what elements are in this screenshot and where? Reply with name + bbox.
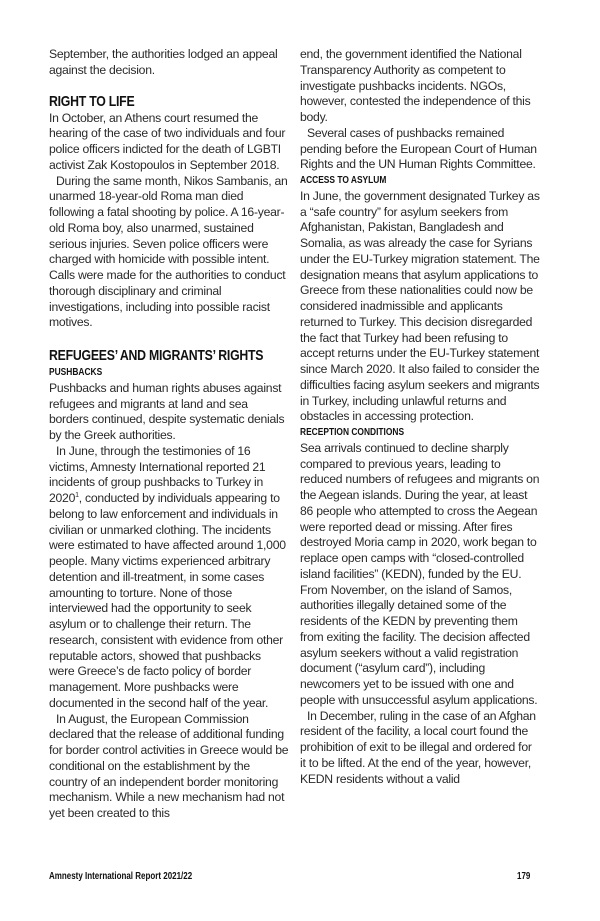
paragraph-pushbacks-1: Pushbacks and human rights abuses against refugees and migrants at land and sea borders continued, despite systematic denials by the Greek authorities. [49, 380, 285, 442]
paragraph-reception-1: Sea arrivals continued to decline sharply compared to previous years, leading to reduced numbers of refugees and migrants on the Aegean islands. During the year, at least 86 people who attempted to cross the Aegean were reported dead or missing. After fires destroyed Moria camp in 2020, work began to replace open camps with “closed-controlled island facilities” (KEDN), funded by the EU. From November, on the island of Samos, authorities illegally detained some of the residents of the KEDN by preventing them from exiting the facility. The decision affected asylum seekers without a valid registration document (“asylum card”), including newcomers yet to be issued with one and people with unsuccessful asylum applications. [300, 440, 540, 707]
paragraph-pushbacks-2 [49, 444, 289, 712]
subheading-pushbacks: PUSHBACKS [49, 366, 103, 378]
paragraph-continuation: end, the government identified the National Transparency Authority as competent to investigate pushbacks incidents. NGOs, however, contested the independence of this body. [300, 47, 531, 124]
paragraph-pushbacks-2-part-a: In June, through the testimonies of 16 victims, Amnesty International reported 21 incidents of group pushbacks to Turkey in 2020 [49, 443, 266, 505]
left-column [49, 47, 289, 822]
paragraph-access-to-asylum: In June, the government designated Turkey as a “safe country” for asylum seekers from Afghanistan, Pakistan, Bangladesh and Somalia, as was already the case for Syrians under the EU-Turkey migration statement. The designation means that asylum applications to Greece from these nationalities could now be considered inadmissible and applicants returned to Turkey. This decision disregarded the fact that Turkey had been refusing to accept returns under the EU-Turkey statement since March 2020. It also failed to consider the difficulties facing asylum seekers and migrants in Turkey, including unlawful returns and obstacles in accessing protection. [300, 188, 540, 424]
heading-right-to-life: RIGHT TO LIFE [49, 92, 135, 110]
right-column [300, 47, 540, 787]
paragraph-intro: September, the authorities lodged an appeal against the decision. [49, 47, 278, 77]
subheading-reception-conditions: RECEPTION CONDITIONS [300, 426, 405, 438]
footer-publication-title: Amnesty International Report 2021/22 [49, 871, 193, 882]
paragraph-right-to-life-2: During the same month, Nikos Sambanis, an unarmed 18-year-old Roma man died following a fatal shooting by police. A 16-year-old Roma boy, also unarmed, sustained serious injuries. Seven police officers were charged with homicide with possible intent. Calls were made for the authorities to conduct thorough disciplinary and criminal investigations, including into possible racist motives. [49, 173, 288, 330]
paragraph-right-to-life-1: In October, an Athens court resumed the hearing of the case of two individuals and four police officers indicted for the death of LGBTI activist Zak Kostopoulos in September 2018. [49, 110, 286, 172]
paragraph-pushbacks-3: In August, the European Commission declared that the release of additional funding for border control activities in Greece would be conditional on the establishment by the country of an independent border monitoring mechanism. While a new mechanism had not yet been created to this [49, 711, 289, 820]
heading-refugees-migrants-rights: REFUGEES’ AND MIGRANTS’ RIGHTS [49, 347, 264, 364]
subheading-access-to-asylum: ACCESS TO ASYLUM [300, 174, 387, 186]
footer-page-number: 179 [517, 871, 531, 882]
paragraph-pending-cases: Several cases of pushbacks remained pending before the European Court of Human Rights and the UN Human Rights Committee. [300, 125, 537, 172]
paragraph-pushbacks-2-part-b: , conducted by individuals appearing to belong to law enforcement and individuals in civilian or unmarked clothing. The incidents were estimated to have affected around 1,000 people. Many victims experienced arbitrary detention and ill-treatment, in some cases amounting to torture. None of those interviewed had the opportunity to seek asylum or to challenge their return. The research, consistent with evidence from other reputable actors, showed that pushbacks were Greece’s de facto policy of border management. More pushbacks were documented in the second half of the year. [49, 491, 286, 710]
footnote-reference[interactable]: 1 [75, 491, 79, 499]
paragraph-reception-2: In December, ruling in the case of an Afghan resident of the facility, a local court found the prohibition of exit to be illegal and ordered for it to be lifted. At the end of the year, however, KEDN residents without a valid [300, 708, 536, 786]
